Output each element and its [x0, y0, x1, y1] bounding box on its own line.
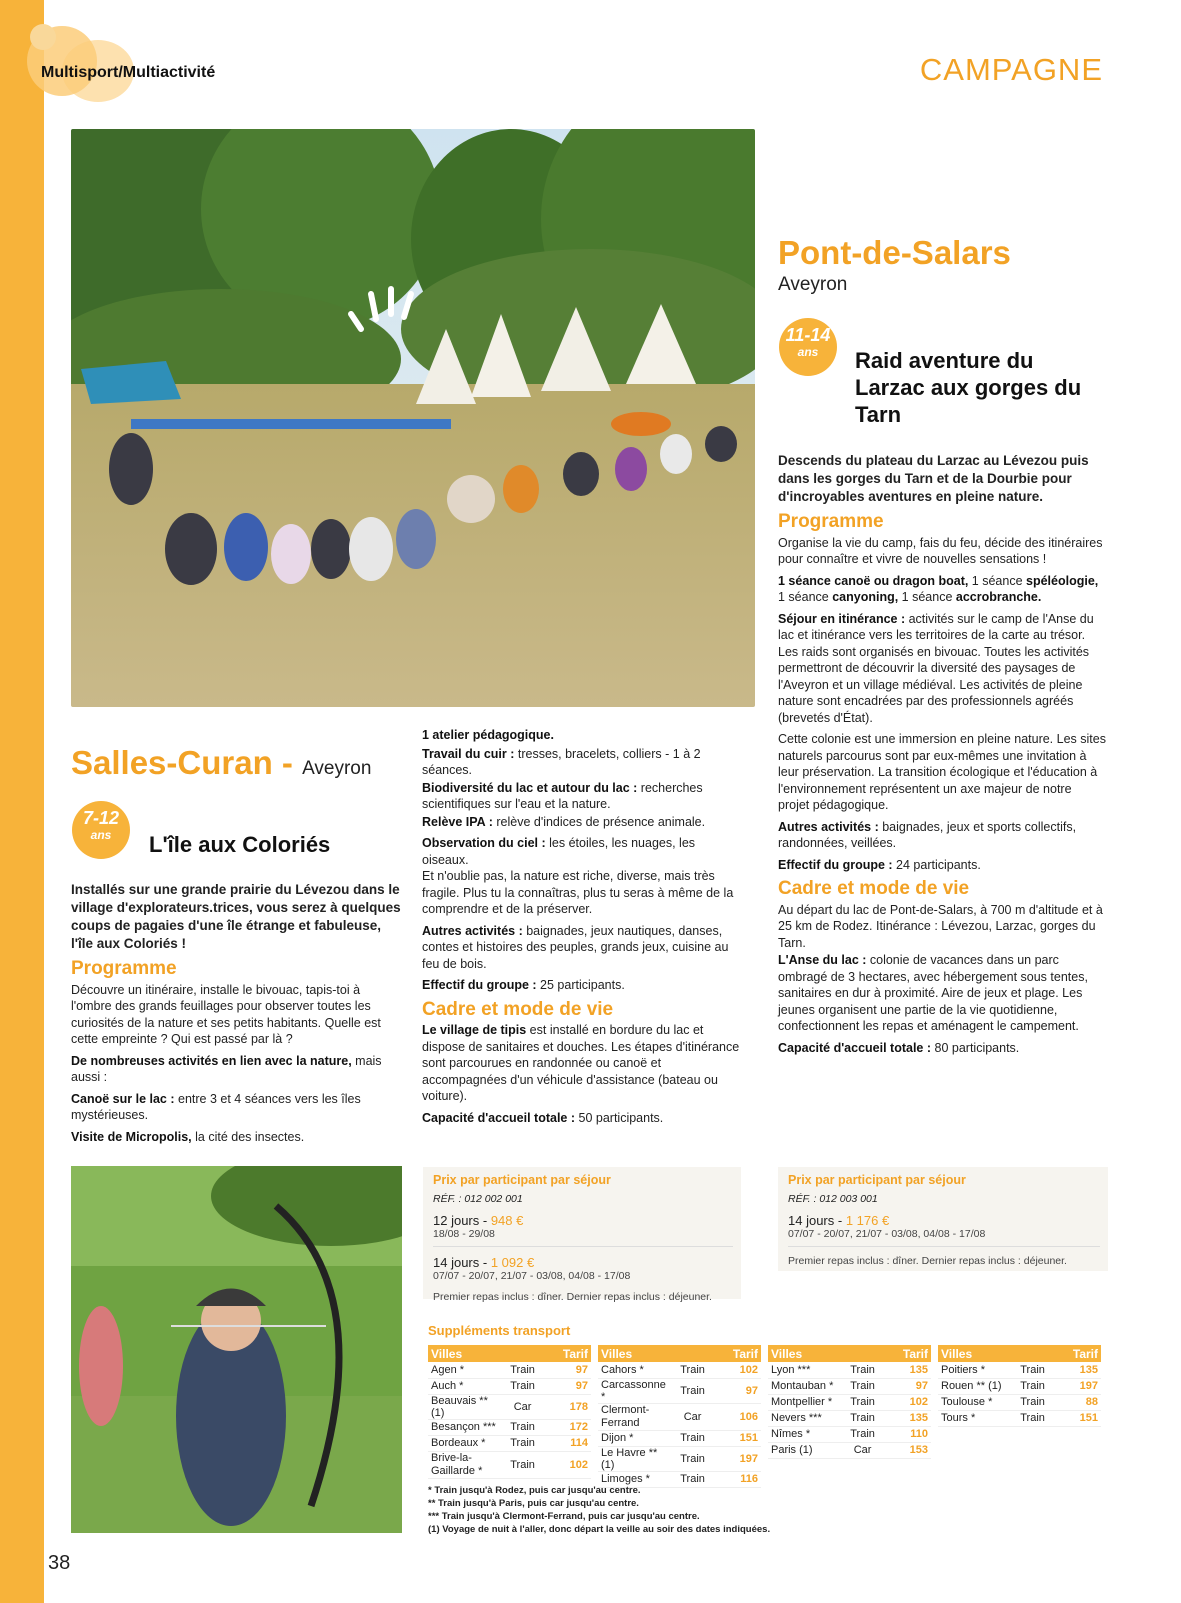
city-cell: Clermont-Ferrand [598, 1403, 670, 1430]
table-row [598, 1362, 761, 1378]
table-row [428, 1451, 591, 1478]
price-cell: 151 [715, 1430, 761, 1446]
mode-cell: Car [840, 1442, 885, 1458]
mode-cell: Train [840, 1394, 885, 1410]
transport-table-3 [768, 1345, 931, 1459]
price-cell: 102 [715, 1362, 761, 1378]
city-cell: Poitiers * [938, 1362, 1010, 1378]
col-city-header: Villes [938, 1345, 1055, 1362]
right-text-block: Descends du plateau du Larzac au Lévezou puis dans les gorges du Tarn et de la Dourbie pour d'incroyables aventures en pleine nature. Programme Organise la vie du camp, fais du feu, décide des itinéraires pour connaître et vivre de nouvelles sensations ! 1 séance canoë ou dragon boat, 1 séance spéléologie, 1 séance canyoning, 1 séance accrobranche. Séjour en itinérance : activités sur le camp de l'Anse du lac et itinérance vers les territoires de la carte au trésor. Les raids sont organisés en bivouac. Toutes les activités permettront de découvrir la diversité des paysages de l'Aveyron et un village médiéval. Les activités de pleine nature sont encadrées par des professionnels agréés (brevetés d'État). Cette colonie est une immersion en pleine nature. Les sites naturels parcourus sont par eux-mêmes une invitation à leur préservation. La transition écologique et l'éducation à l'environnement représentent un axe majeur de notre projet pédagogique. Autres activités : baignades, jeux et sports collectifs, randonnées, veillées. Effectif du groupe : 24 participants. Cadre et mode de vie Au départ du lac de Pont-de-Salars, à 700 m d'altitude et à 25 km de Rodez. Itinérance : Lévezou, Larzac, gorges du Tarn. L'Anse du lac : colonie de vacances dans un parc ombragé de 3 hectares, avec hébergement sous tentes, sanitaires en dur à proximité. Aire de jeux et plage. Les jeunes organisent une partie de la vie quotidienne, confectionnent les repas et aménagent le campement. Capacité d'accueil totale : 80 participants. [778, 453, 1106, 1055]
table-row [938, 1378, 1101, 1394]
city-cell: Paris (1) [768, 1442, 840, 1458]
table-row [428, 1362, 591, 1378]
mode-cell: Train [840, 1410, 885, 1426]
archery-photo [71, 1166, 402, 1533]
city-cell: Tours * [938, 1410, 1010, 1426]
table-row [768, 1394, 931, 1410]
table-row [768, 1442, 931, 1458]
transport-footnotes: * Train jusqu'à Rodez, puis car jusqu'au centre. ** Train jusqu'à Paris, puis car jusqu'au centre. *** Train jusqu'à Clermont-Ferrand, puis car jusqu'au centre. (1) Voyage de nuit à l'aller, donc départ la veille au soir des dates indiquées. [428, 1485, 771, 1535]
transport-table-4 [938, 1345, 1101, 1427]
price-cell: 172 [545, 1419, 591, 1435]
middle-text-block: 1 atelier pédagogique. Travail du cuir : tresses, bracelets, colliers - 1 à 2 séances. Biodiversité du lac et autour du lac : recherches scientifiques sur l'eau et la nature. Relève IPA : relève d'indices de présence animale. Observation du ciel : les étoiles, les nuages, les oiseaux. Et n'oublie pas, la nature est riche, diverse, mais très fragile. Plus tu la connaîtras, plus tu seras à même de la comprendre et de la préserver. Autres activités : baignades, jeux nautiques, danses, contes et histoires des peuples, grands jeux, cuisine au feu de bois. Effectif du groupe : 25 participants. Cadre et mode de vie Le village de tipis est installé en bordure du lac et dispose de sanitaires et douches. Les étapes d'itinérance sont parcourues en randonnée ou canoë et accompagnées d'un véhicule d'assistance (bateau ou voiture). Capacité d'accueil totale : 50 participants. [422, 728, 740, 1125]
table-row [938, 1394, 1101, 1410]
city-cell: Bordeaux * [428, 1435, 500, 1451]
mode-cell: Train [500, 1451, 545, 1478]
city-cell: Limoges * [598, 1471, 670, 1487]
left-text-block: Installés sur une grande prairie du Lévezou dans le village d'explorateurs.trices, vous serez à quelques coups de pagaies d'une île étrange et fabuleuse, l'île aux Coloriés ! Programme Découvre un itinéraire, installe le bivouac, tapis-toi à l'ombre des grands feuillages pour observer toutes les curiosités de la nature et ses petits habitants. Quelle est cette empreinte ? Qui est passé par là ? De nombreuses activités en lien avec la nature, mais aussi : Canoë sur le lac : entre 3 et 4 séances vers les îles mystérieuses. Visite de Micropolis, la cité des insectes. [71, 882, 401, 1144]
mode-cell: Train [1010, 1378, 1055, 1394]
table-row [598, 1446, 761, 1471]
price-cell: 97 [885, 1378, 931, 1394]
city-cell: Besançon *** [428, 1419, 500, 1435]
price-cell: 197 [1055, 1378, 1101, 1394]
cadre-heading: Cadre et mode de vie [422, 998, 614, 1020]
table-row [768, 1410, 931, 1426]
col-price-header: Tarif [715, 1345, 761, 1362]
place-title-pont-de-salars: Pont-de-Salars [778, 234, 1011, 271]
mode-cell: Train [840, 1426, 885, 1442]
side-band [0, 0, 44, 1603]
programme-heading: Programme [71, 958, 177, 979]
table-row [768, 1426, 931, 1442]
mode-cell: Train [500, 1362, 545, 1378]
col-price-header: Tarif [1055, 1345, 1101, 1362]
price-cell: 102 [545, 1451, 591, 1478]
city-cell: Toulouse * [938, 1394, 1010, 1410]
price-box-pont-de-salars: Prix par participant par séjour RÉF. : 012 003 001 14 jours - 1 176 € 07/07 - 20/07, 21/07 - 03/08, 04/08 - 17/08 Premier repas inclus : dîner. Dernier repas inclus : déjeuner. [778, 1167, 1108, 1271]
mode-cell: Train [1010, 1362, 1055, 1378]
page-number: 38 [48, 1552, 71, 1574]
transport-table-2 [598, 1345, 761, 1488]
city-cell: Le Havre ** (1) [598, 1446, 670, 1471]
category-label: Multisport/Multiactivité [41, 64, 216, 81]
decor-circle [30, 24, 56, 50]
price-cell: 97 [545, 1362, 591, 1378]
city-cell: Nîmes * [768, 1426, 840, 1442]
region-label: Aveyron [302, 758, 372, 779]
age-badge: 7-12 ans [72, 801, 130, 859]
city-cell: Nevers *** [768, 1410, 840, 1426]
table-row [938, 1362, 1101, 1378]
mode-cell: Train [670, 1378, 715, 1403]
price-cell: 135 [1055, 1362, 1101, 1378]
price-cell: 97 [545, 1378, 591, 1394]
table-row [768, 1362, 931, 1378]
table-row [938, 1410, 1101, 1426]
camp-photo [71, 129, 755, 707]
price-cell: 97 [715, 1378, 761, 1403]
col-price-header: Tarif [545, 1345, 591, 1362]
price-cell: 151 [1055, 1410, 1101, 1426]
region-label: Aveyron [778, 274, 848, 295]
price-cell: 88 [1055, 1394, 1101, 1410]
price-cell: 153 [885, 1442, 931, 1458]
table-row [428, 1394, 591, 1419]
transport-heading: Suppléments transport [428, 1323, 571, 1338]
mode-cell: Train [670, 1430, 715, 1446]
price-cell: 110 [885, 1426, 931, 1442]
price-cell: 135 [885, 1410, 931, 1426]
city-cell: Agen * [428, 1362, 500, 1378]
mode-cell: Train [840, 1378, 885, 1394]
mode-cell: Car [670, 1403, 715, 1430]
table-row [768, 1378, 931, 1394]
col-price-header: Tarif [885, 1345, 931, 1362]
transport-table-1 [428, 1345, 591, 1479]
col-city-header: Villes [768, 1345, 885, 1362]
stay-title: L'île aux Coloriés [149, 832, 331, 857]
age-badge: 11-14 ans [779, 318, 837, 376]
mode-cell: Train [500, 1435, 545, 1451]
city-cell: Montauban * [768, 1378, 840, 1394]
city-cell: Beauvais ** (1) [428, 1394, 500, 1419]
mode-cell: Train [670, 1362, 715, 1378]
price-cell: 135 [885, 1362, 931, 1378]
city-cell: Dijon * [598, 1430, 670, 1446]
col-city-header: Villes [428, 1345, 545, 1362]
price-cell: 197 [715, 1446, 761, 1471]
mode-cell: Train [840, 1362, 885, 1378]
price-cell: 178 [545, 1394, 591, 1419]
programme-heading: Programme [778, 511, 884, 532]
col-city-header: Villes [598, 1345, 715, 1362]
place-title-salles-curan: Salles-Curan - Aveyron [71, 744, 372, 781]
table-row [598, 1403, 761, 1430]
price-cell: 106 [715, 1403, 761, 1430]
city-cell: Brive-la-Gaillarde * [428, 1451, 500, 1478]
price-cell: 114 [545, 1435, 591, 1451]
city-cell: Cahors * [598, 1362, 670, 1378]
price-cell: 102 [885, 1394, 931, 1410]
city-cell: Rouen ** (1) [938, 1378, 1010, 1394]
table-row [598, 1430, 761, 1446]
mode-cell: Train [1010, 1410, 1055, 1426]
mode-cell: Train [670, 1471, 715, 1487]
city-cell: Montpellier * [768, 1394, 840, 1410]
city-cell: Carcassonne * [598, 1378, 670, 1403]
table-row [598, 1378, 761, 1403]
stay-title: Raid aventure du Larzac aux gorges du Tarn [855, 348, 1082, 427]
city-cell: Auch * [428, 1378, 500, 1394]
mode-cell: Train [500, 1378, 545, 1394]
mode-cell: Train [670, 1446, 715, 1471]
table-row [428, 1419, 591, 1435]
mode-cell: Train [500, 1419, 545, 1435]
price-box-salles-curan: Prix par participant par séjour RÉF. : 012 002 001 12 jours - 948 € 18/08 - 29/08 14 jours - 1 092 € 07/07 - 20/07, 21/07 - 03/08, 04/08 - 17/08 Premier repas inclus : dîner. Dernier repas inclus : déjeuner. [423, 1167, 741, 1299]
mode-cell: Car [500, 1394, 545, 1419]
mode-cell: Train [1010, 1394, 1055, 1410]
section-title: CAMPAGNE [919, 52, 1103, 87]
table-row [428, 1378, 591, 1394]
city-cell: Lyon *** [768, 1362, 840, 1378]
table-row [428, 1435, 591, 1451]
price-cell: 116 [715, 1471, 761, 1487]
cadre-heading: Cadre et mode de vie [778, 878, 970, 899]
